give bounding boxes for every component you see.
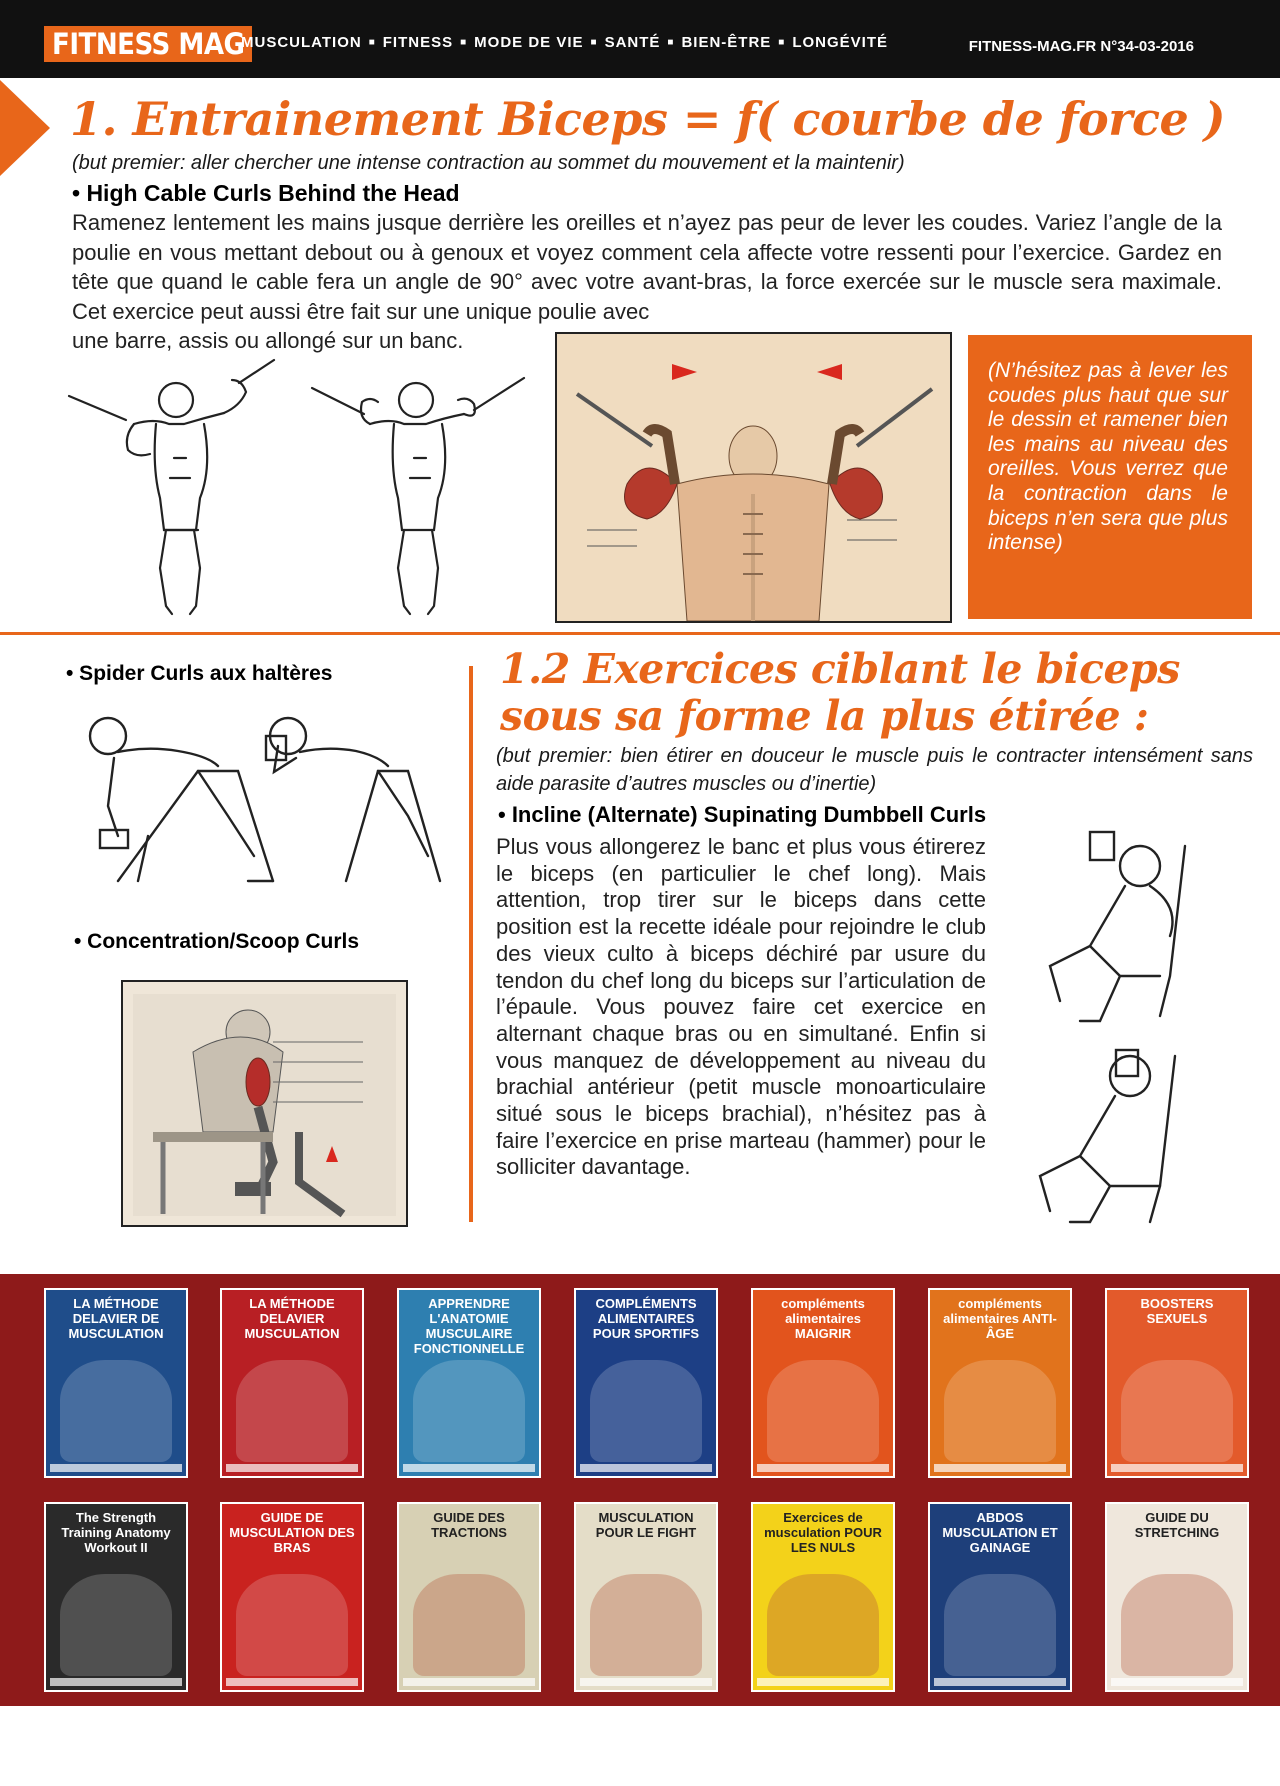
nav-separator: ■: [667, 37, 675, 48]
top-bar: [0, 0, 1280, 78]
book-cover-art: [1121, 1360, 1233, 1462]
book-cover-art: [413, 1574, 525, 1676]
exercise-title-high-cable: • High Cable Curls Behind the Head: [72, 180, 460, 206]
book-title: LA MÉTHODE DELAVIER MUSCULATION: [244, 1296, 340, 1341]
book-footer: [403, 1678, 535, 1686]
book-ads-band: [0, 1274, 1280, 1706]
incline-curl-drawing: [1020, 826, 1270, 1226]
book-title: APPRENDRE L'ANATOMIE MUSCULAIRE FONCTIONNELLE: [413, 1296, 525, 1356]
book-cover[interactable]: [574, 1288, 718, 1478]
book-cover-art: [767, 1574, 879, 1676]
book-cover[interactable]: [397, 1288, 541, 1478]
book-title: BOOSTERS SEXUELS: [1140, 1296, 1214, 1326]
book-cover[interactable]: [1105, 1288, 1249, 1478]
exercise-title-spider-curls: • Spider Curls aux haltères: [66, 662, 333, 685]
book-title: MUSCULATION POUR LE FIGHT: [595, 1510, 697, 1540]
nav-menu: [241, 34, 888, 51]
section1-title: 1. Entrainement Biceps = f( courbe de force ): [70, 92, 1226, 146]
tip-callout: (N’hésitez pas à lever les coudes plus haut que sur le dessin et ramener bien les mains au niveau des oreilles. Vous verrez que la contraction dans le biceps n’en sera que plus intense): [968, 335, 1252, 619]
book-footer: [403, 1464, 535, 1472]
book-cover[interactable]: [751, 1502, 895, 1692]
book-cover[interactable]: [1105, 1502, 1249, 1692]
book-cover-art: [944, 1360, 1056, 1462]
section1-subtitle: (but premier: aller chercher une intense contraction au sommet du mouvement et la maintenir): [72, 152, 905, 174]
book-cover[interactable]: [751, 1288, 895, 1478]
book-title: GUIDE DU STRETCHING: [1134, 1510, 1220, 1540]
book-footer: [580, 1678, 712, 1686]
cable-curl-drawing: [64, 358, 534, 620]
section1-body: Ramenez lentement les mains jusque derrière les oreilles et n’ayez pas peur de lever les coudes. Variez l’angle de la poulie en vous mettant debout ou à genoux et voyez comment cela affecte votre ressenti pour l’exercice. Gardez en tête que quand le cable fera un angle de 90° avec votre avant-bras, la force exercée sur le muscle sera maximale. Cet exercice peut aussi être fait sur une unique poulie avec: [72, 210, 1222, 324]
section-divider: [0, 632, 1280, 635]
book-footer: [226, 1678, 358, 1686]
book-cover[interactable]: [220, 1288, 364, 1478]
book-footer: [757, 1464, 889, 1472]
book-footer: [1111, 1464, 1243, 1472]
nav-item-longevite[interactable]: LONGÉVITÉ: [792, 34, 889, 51]
nav-item-musculation[interactable]: MUSCULATION: [241, 34, 362, 51]
nav-item-mode-de-vie[interactable]: MODE DE VIE: [474, 34, 584, 51]
book-cover-art: [413, 1360, 525, 1462]
exercise-title-incline-curls: • Incline (Alternate) Supinating Dumbbell Curls: [498, 802, 987, 827]
book-footer: [50, 1464, 182, 1472]
book-footer: [934, 1678, 1066, 1686]
section1-body-end: une barre, assis ou allongé sur un banc.: [72, 328, 464, 353]
concentration-curl-illustration: [121, 980, 408, 1227]
nav-item-bien-etre[interactable]: BIEN-ÊTRE: [681, 34, 772, 51]
section-arrow-icon: [0, 80, 50, 176]
nav-item-sante[interactable]: SANTÉ: [604, 34, 661, 51]
book-footer: [226, 1464, 358, 1472]
book-title: GUIDE DES TRACTIONS: [431, 1510, 507, 1540]
book-cover[interactable]: [928, 1502, 1072, 1692]
book-footer: [50, 1678, 182, 1686]
book-cover[interactable]: [397, 1502, 541, 1692]
column-divider: [469, 666, 473, 1222]
section2-body: Plus vous allongerez le banc et plus vous étirerez le biceps (en particulier le chef long). Mais attention, trop tirer sur le biceps dans cette position est la recette idéale pour rejoindre le club des vieux culto à biceps déchiré par usure du tendon du chef long du biceps sur l’articulation de l’épaule. Vous pouvez faire cet exercice en alternant chaque bras ou en simultané. Enfin si vous manquez de développement au niveau du brachial antérieur (petit muscle monoarticulaire situé sous le biceps brachial), n’hésitez pas à faire l’exercice en prise marteau (hammer) pour le solliciter davantage.: [496, 834, 986, 1180]
book-cover-art: [767, 1360, 879, 1462]
book-cover-art: [60, 1574, 172, 1676]
book-title: The Strength Training Anatomy Workout II: [61, 1510, 171, 1555]
book-cover-art: [944, 1574, 1056, 1676]
exercise-title-concentration-curls: • Concentration/Scoop Curls: [74, 930, 360, 953]
book-cover-art: [60, 1360, 172, 1462]
book-cover[interactable]: [220, 1502, 364, 1692]
nav-item-fitness[interactable]: FITNESS: [382, 34, 454, 51]
nav-separator: ■: [368, 37, 376, 48]
book-cover[interactable]: [44, 1502, 188, 1692]
book-title: Exercices de musculation POUR LES NULS: [764, 1510, 882, 1555]
book-cover-art: [590, 1360, 702, 1462]
logo[interactable]: FITNESS MAG: [44, 26, 252, 62]
book-title: COMPLÉMENTS ALIMENTAIRES POUR SPORTIFS: [592, 1296, 700, 1341]
book-cover[interactable]: [44, 1288, 188, 1478]
spider-curls-drawing: [78, 706, 448, 891]
book-footer: [1111, 1678, 1243, 1686]
issue-number: FITNESS-MAG.FR N°34-03-2016: [968, 38, 1194, 55]
section2-title: 1.2 Exercices ciblant le biceps sous sa forme la plus étirée :: [500, 645, 1180, 740]
book-title: LA MÉTHODE DELAVIER DE MUSCULATION: [68, 1296, 164, 1341]
book-title: GUIDE DE MUSCULATION DES BRAS: [229, 1510, 355, 1555]
book-cover-art: [590, 1574, 702, 1676]
book-footer: [580, 1464, 712, 1472]
book-cover[interactable]: [928, 1288, 1072, 1478]
book-title: ABDOS MUSCULATION ET GAINAGE: [942, 1510, 1058, 1555]
nav-separator: ■: [460, 37, 468, 48]
nav-separator: ■: [778, 37, 786, 48]
book-title: compléments alimentaires MAIGRIR: [781, 1296, 865, 1341]
book-cover-art: [236, 1360, 348, 1462]
book-cover-art: [1121, 1574, 1233, 1676]
book-cover[interactable]: [574, 1502, 718, 1692]
biceps-anatomy-illustration: [555, 332, 952, 623]
section2-subtitle: (but premier: bien étirer en douceur le muscle puis le contracter intensément sans aide parasite d’autres muscles ou d’inertie): [496, 745, 1253, 795]
book-cover-art: [236, 1574, 348, 1676]
book-title: compléments alimentaires ANTI-ÂGE: [943, 1296, 1057, 1341]
nav-separator: ■: [590, 37, 598, 48]
book-footer: [757, 1678, 889, 1686]
book-footer: [934, 1464, 1066, 1472]
